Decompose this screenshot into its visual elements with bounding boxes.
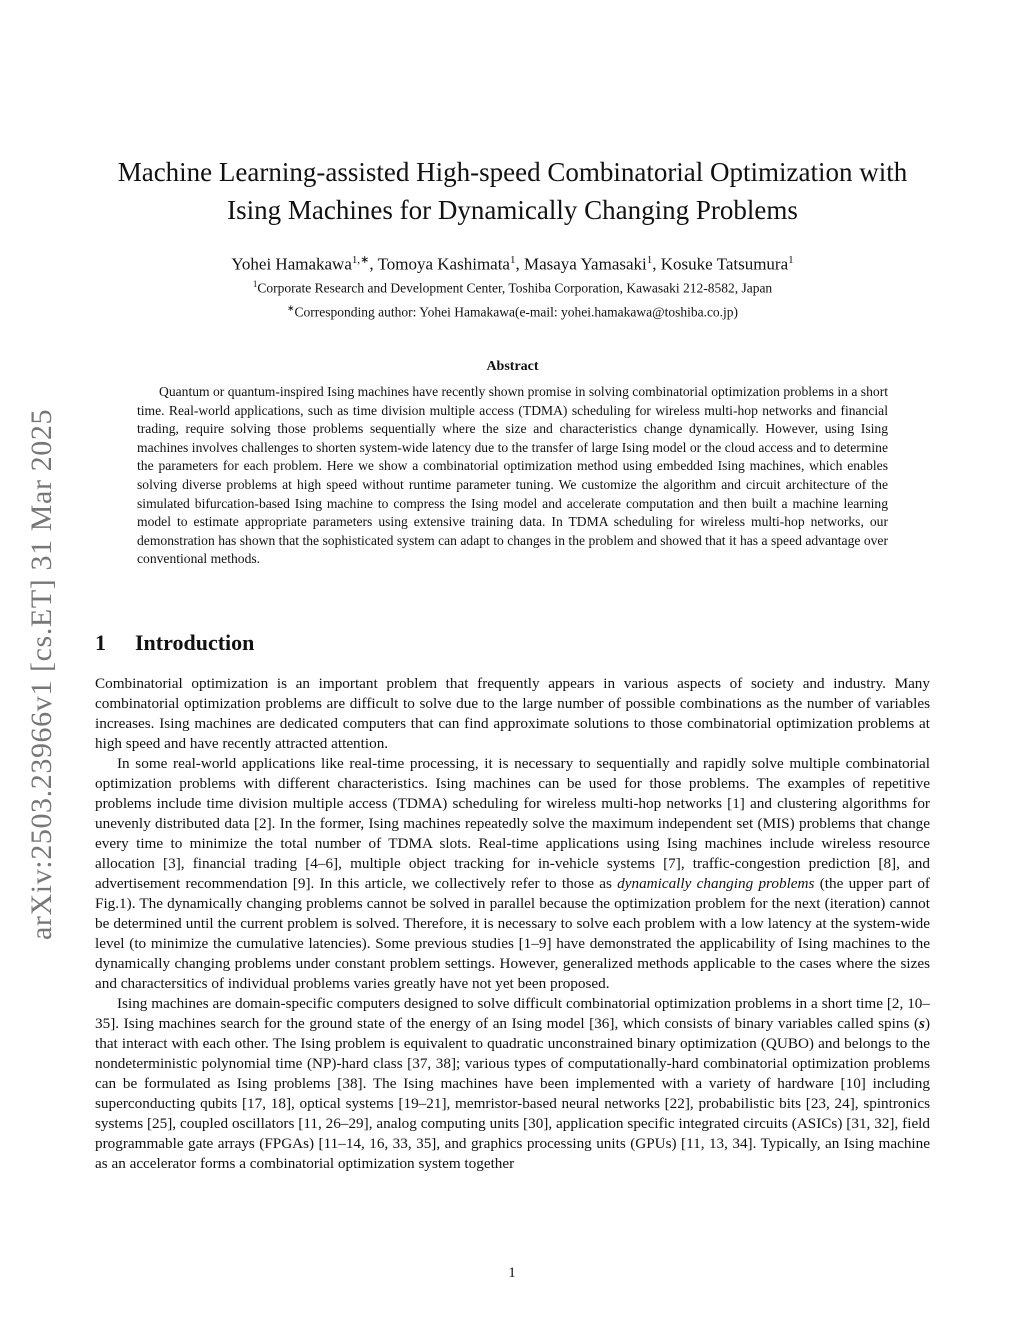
corresponding-author bbox=[95, 298, 930, 323]
author-name: Yohei Hamakawa bbox=[231, 254, 352, 274]
author-name: Tomoya Kashimata bbox=[377, 254, 510, 274]
author-affiliation-mark: 1,∗ bbox=[351, 254, 370, 266]
author-separator: , bbox=[652, 254, 661, 274]
paragraph-text: In some real-world applications like real-time processing, it is necessary to sequentially and rapidly solve multiple combinatorial optimization problems with different characteristics. Ising machines can be used for those problems. The examples of repetitive problems include time division multiple access (TDMA) scheduling for wireless multi-hop networks [1] and clustering algorithms for unevenly distributed data [2]. In the former, Ising machines repeatedly solve the maximum independent set (MIS) problems that change every time to minimize the total number of TDMA slots. Real-time applications using Ising machines include wireless resource allocation [3], financial trading [4–6], multiple object tracking for in-vehicle systems [7], traffic-congestion prediction [8], and advertisement recommendation [9]. In this article, we collectively refer to those as bbox=[95, 755, 930, 892]
author-affiliation-mark: 1 bbox=[788, 254, 794, 266]
corresponding-mark: ∗ bbox=[286, 303, 295, 313]
paper-title bbox=[95, 153, 930, 229]
section-number: 1 bbox=[95, 630, 106, 655]
author-affiliation-mark: 1 bbox=[509, 254, 516, 266]
abstract-text: Quantum or quantum-inspired Ising machines have recently shown promise in solving combinatorial optimization problems in a short time. Real-world applications, such as time division multiple access (TDMA) scheduling for wireless multi-hop networks and financial trading, require solving those problems sequentially where the size and characteristics change dynamically. However, using Ising machines involves challenges to shorten system-wide latency due to the transfer of large Ising model or the cloud access and to determine the parameters for each problem. Here we show a combinatorial optimization method using embedded Ising machines, which enables solving diverse problems at high speed without runtime parameter tuning. We customize the algorithm and circuit architecture of the simulated bifurcation-based Ising machine to compress the Ising model and accelerate computation and then built a machine learning model to estimate appropriate parameters using extensive training data. In TDMA scheduling for wireless multi-hop networks, our demonstration has shown that the sophisticated system can adapt to changes in the problem and showed that it has a speed advantage over conventional methods. bbox=[137, 384, 888, 567]
author-separator: , bbox=[369, 254, 378, 274]
paragraph: Combinatorial optimization is an important problem that frequently appears in various aspects of society and industry. Many combinatorial optimization problems are difficult to solve due to the large number of possible combinations as the number of variables increases. Ising machines are dedicated computers that can find approximate solutions to those combinatorial optimization problems at high speed and have recently attracted attention. bbox=[95, 675, 930, 752]
spin-symbol: s bbox=[919, 1015, 925, 1032]
paragraph-text: Ising machines are domain-specific computers designed to solve difficult combinatorial optimization problems in a short time [2, 10–35]. Ising machines search for the ground state of the energy of an Ising model [36], which consists of binary variables called spins ( bbox=[95, 995, 930, 1032]
paragraph bbox=[95, 754, 930, 994]
author-affiliation-mark: 1 bbox=[646, 254, 653, 266]
author-name: Kosuke Tatsumura bbox=[660, 254, 789, 274]
affiliation-text: Corporate Research and Development Center, Toshiba Corporation, Kawasaki 212-8582, Japan bbox=[257, 280, 773, 296]
author-name: Masaya Yamasaki bbox=[523, 254, 647, 274]
page-number: 1 bbox=[508, 1265, 516, 1281]
affiliation-mark: 1 bbox=[252, 279, 258, 289]
introduction-body bbox=[95, 674, 930, 1174]
paragraph-text: ) that interact with each other. The Ising problem is equivalent to quadratic unconstrained binary optimization (QUBO) and belongs to the nondeterministic polynomial time (NP)-hard class [37, 38]; various types of computationally-hard combinatorial optimization problems can be formulated as Ising problems [38]. The Ising machines have been implemented with a variety of hardware [10] including superconducting qubits [17, 18], optical systems [19–21], memristor-based neural networks [22], probabilistic bits [23, 24], spintronics systems [25], coupled oscillators [11, 26–29], analog computing units [30], application specific integrated circuits (ASICs) [31, 32], field programmable gate arrays (FPGAs) [11–14, 16, 33, 35], and graphics processing units (GPUs) [11, 13, 34]. Typically, an Ising machine as an accelerator forms a combinatorial optimization system together bbox=[95, 1015, 930, 1172]
section-title: Introduction bbox=[135, 630, 255, 655]
affiliation bbox=[95, 274, 930, 299]
arxiv-identifier-stamp: arXiv:2503.23966v1 [cs.ET] 31 Mar 2025 bbox=[25, 408, 58, 940]
section-heading bbox=[95, 630, 254, 656]
paragraph bbox=[95, 994, 930, 1174]
paragraph-text: (the upper part of Fig.1). The dynamically changing problems cannot be solved in parallel because the optimization problem for the next (iteration) cannot be determined until the current problem is solved. Therefore, it is necessary to solve each problem with a low latency at the system-wide level (to minimize the cumulative latencies). Some previous studies [1–9] have demonstrated the applicability of Ising machines to the dynamically changing problems under constant problem settings. However, generalized methods applicable to the cases where the sizes and charactersitics of individual problems varies greatly have not yet been proposed. bbox=[95, 875, 930, 992]
author-separator: , bbox=[515, 254, 524, 274]
title-line-1: Machine Learning-assisted High-speed Combinatorial Optimization with bbox=[117, 157, 908, 187]
corresponding-text: Corresponding author: Yohei Hamakawa(e-mail: yohei.hamakawa@toshiba.co.jp) bbox=[294, 304, 739, 320]
emphasis-term: dynamically changing problems bbox=[617, 875, 815, 892]
title-line-2: Ising Machines for Dynamically Changing Problems bbox=[227, 195, 798, 225]
abstract-heading: Abstract bbox=[486, 359, 539, 374]
